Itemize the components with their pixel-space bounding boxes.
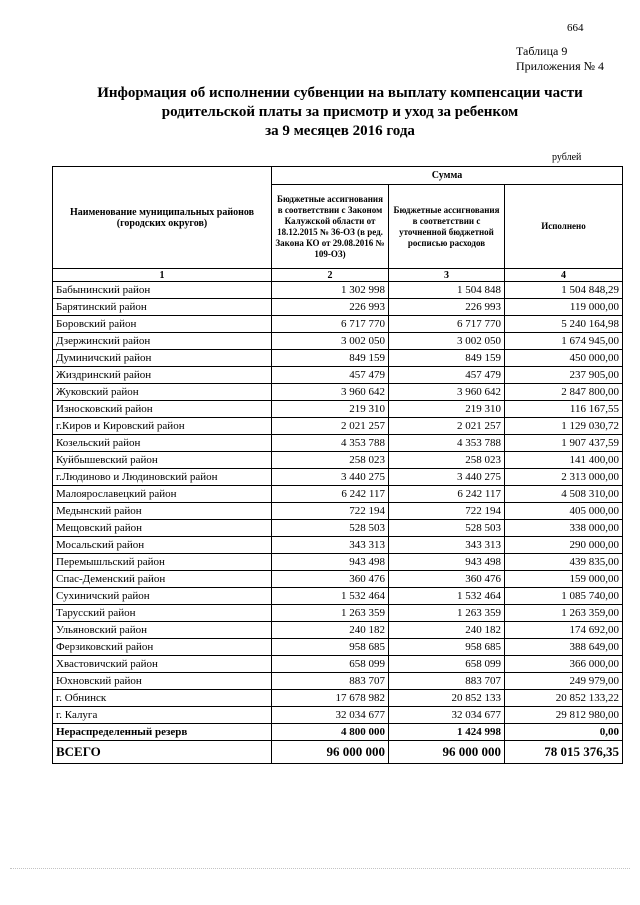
budget-refined-value: 258 023 xyxy=(389,452,505,469)
col-num-2: 2 xyxy=(272,269,389,282)
executed-value: 439 835,00 xyxy=(505,554,623,571)
executed-value: 141 400,00 xyxy=(505,452,623,469)
executed-value: 338 000,00 xyxy=(505,520,623,537)
budget-refined-value: 360 476 xyxy=(389,571,505,588)
executed-value: 290 000,00 xyxy=(505,537,623,554)
executed-value: 4 508 310,00 xyxy=(505,486,623,503)
column-numbers-row xyxy=(53,269,623,282)
budget-refined-value: 1 504 848 xyxy=(389,282,505,299)
budget-refined-value: 6 242 117 xyxy=(389,486,505,503)
district-name: Износковский район xyxy=(53,401,272,418)
budget-refined-value: 457 479 xyxy=(389,367,505,384)
budget-refined-value: 343 313 xyxy=(389,537,505,554)
col-num-4: 4 xyxy=(505,269,623,282)
budget-law-value: 849 159 xyxy=(272,350,389,367)
budget-refined-value: 722 194 xyxy=(389,503,505,520)
budget-refined-value: 883 707 xyxy=(389,673,505,690)
executed-value: 1 085 740,00 xyxy=(505,588,623,605)
district-name: Хвастовичский район xyxy=(53,656,272,673)
table-row xyxy=(53,316,623,333)
budget-refined-value: 240 182 xyxy=(389,622,505,639)
executed-value: 1 674 945,00 xyxy=(505,333,623,350)
table-row xyxy=(53,588,623,605)
reserve-c4: 0,00 xyxy=(505,724,623,741)
header-name-col: Наименование муниципальных районов (городских округов) xyxy=(53,167,272,269)
budget-law-value: 226 993 xyxy=(272,299,389,316)
budget-law-value: 722 194 xyxy=(272,503,389,520)
district-name: Куйбышевский район xyxy=(53,452,272,469)
table-row xyxy=(53,639,623,656)
title-line2: родительской платы за присмотр и уход за ребенком xyxy=(161,104,519,120)
budget-law-value: 2 021 257 xyxy=(272,418,389,435)
table-ref-line1: Таблица 9 xyxy=(516,44,568,58)
executed-value: 2 847 800,00 xyxy=(505,384,623,401)
reserve-row xyxy=(53,724,623,741)
district-name: Медынский район xyxy=(53,503,272,520)
title-line3: за 9 месяцев 2016 года xyxy=(265,123,415,139)
district-name: Дзержинский район xyxy=(53,333,272,350)
header-sum-group: Сумма xyxy=(272,167,623,185)
executed-value: 29 812 980,00 xyxy=(505,707,623,724)
title-line1: Информация об исполнении субвенции на выплату компенсации части xyxy=(97,85,583,101)
budget-law-value: 219 310 xyxy=(272,401,389,418)
executed-value: 116 167,55 xyxy=(505,401,623,418)
table-row xyxy=(53,418,623,435)
district-name: Козельский район xyxy=(53,435,272,452)
budget-law-value: 457 479 xyxy=(272,367,389,384)
budget-refined-value: 528 503 xyxy=(389,520,505,537)
table-row xyxy=(53,520,623,537)
budget-refined-value: 3 960 642 xyxy=(389,384,505,401)
executed-value: 249 979,00 xyxy=(505,673,623,690)
district-name: Тарусский район xyxy=(53,605,272,622)
district-name: Боровский район xyxy=(53,316,272,333)
table-row xyxy=(53,486,623,503)
district-name: Мосальский район xyxy=(53,537,272,554)
district-name: г.Киров и Кировский район xyxy=(53,418,272,435)
reserve-c2: 4 800 000 xyxy=(272,724,389,741)
total-row xyxy=(53,741,623,764)
budget-law-value: 17 678 982 xyxy=(272,690,389,707)
budget-refined-value: 3 440 275 xyxy=(389,469,505,486)
table-reference xyxy=(516,44,604,74)
table-body xyxy=(53,282,623,724)
executed-value: 237 905,00 xyxy=(505,367,623,384)
table-row xyxy=(53,503,623,520)
budget-law-value: 6 717 770 xyxy=(272,316,389,333)
budget-law-value: 528 503 xyxy=(272,520,389,537)
district-name: Ульяновский район xyxy=(53,622,272,639)
district-name: Перемышльский район xyxy=(53,554,272,571)
executed-value: 1 907 437,59 xyxy=(505,435,623,452)
budget-refined-value: 1 263 359 xyxy=(389,605,505,622)
header-col3: Бюджетные ассигнования в соответствии с уточненной бюджетной росписью расходов xyxy=(389,185,505,269)
total-c4: 78 015 376,35 xyxy=(505,741,623,764)
budget-refined-value: 4 353 788 xyxy=(389,435,505,452)
table-row xyxy=(53,469,623,486)
budget-law-value: 958 685 xyxy=(272,639,389,656)
budget-law-value: 6 242 117 xyxy=(272,486,389,503)
budget-law-value: 1 263 359 xyxy=(272,605,389,622)
budget-refined-value: 658 099 xyxy=(389,656,505,673)
executed-value: 450 000,00 xyxy=(505,350,623,367)
district-name: Жиздринский район xyxy=(53,367,272,384)
table-row xyxy=(53,622,623,639)
header-col4: Исполнено xyxy=(505,185,623,269)
district-name: Мещовский район xyxy=(53,520,272,537)
budget-law-value: 258 023 xyxy=(272,452,389,469)
budget-refined-value: 6 717 770 xyxy=(389,316,505,333)
budget-refined-value: 20 852 133 xyxy=(389,690,505,707)
executed-value: 366 000,00 xyxy=(505,656,623,673)
budget-law-value: 240 182 xyxy=(272,622,389,639)
budget-law-value: 3 960 642 xyxy=(272,384,389,401)
budget-refined-value: 849 159 xyxy=(389,350,505,367)
document-title xyxy=(60,84,620,141)
budget-law-value: 4 353 788 xyxy=(272,435,389,452)
budget-refined-value: 1 532 464 xyxy=(389,588,505,605)
district-name: г.Людиново и Людиновский район xyxy=(53,469,272,486)
table-row xyxy=(53,707,623,724)
reserve-name: Нераспределенный резерв xyxy=(53,724,272,741)
executed-value: 20 852 133,22 xyxy=(505,690,623,707)
table-row xyxy=(53,435,623,452)
total-name: ВСЕГО xyxy=(53,741,272,764)
district-name: Бабынинский район xyxy=(53,282,272,299)
executed-value: 1 504 848,29 xyxy=(505,282,623,299)
total-c2: 96 000 000 xyxy=(272,741,389,764)
table-row xyxy=(53,571,623,588)
table-row xyxy=(53,299,623,316)
budget-refined-value: 3 002 050 xyxy=(389,333,505,350)
table-row xyxy=(53,554,623,571)
table-row xyxy=(53,350,623,367)
table-row xyxy=(53,401,623,418)
district-name: г. Калуга xyxy=(53,707,272,724)
district-name: Спас-Деменский район xyxy=(53,571,272,588)
district-name: Ферзиковский район xyxy=(53,639,272,656)
table-row xyxy=(53,656,623,673)
budget-refined-value: 958 685 xyxy=(389,639,505,656)
scan-artifact-line xyxy=(10,868,630,873)
col-num-3: 3 xyxy=(389,269,505,282)
table-row xyxy=(53,367,623,384)
budget-refined-value: 226 993 xyxy=(389,299,505,316)
executed-value: 159 000,00 xyxy=(505,571,623,588)
budget-law-value: 32 034 677 xyxy=(272,707,389,724)
col-num-1: 1 xyxy=(53,269,272,282)
header-col2: Бюджетные ассигнования в соответствии с Законом Калужской области от 18.12.2015 № 36-ОЗ (в ред. Закона КО от 29.08.2016 № 109-ОЗ) xyxy=(272,185,389,269)
executed-value: 2 313 000,00 xyxy=(505,469,623,486)
table-footer xyxy=(53,724,623,764)
budget-law-value: 360 476 xyxy=(272,571,389,588)
district-name: Жуковский район xyxy=(53,384,272,401)
table-row xyxy=(53,452,623,469)
budget-law-value: 3 002 050 xyxy=(272,333,389,350)
table-row xyxy=(53,282,623,299)
executed-value: 405 000,00 xyxy=(505,503,623,520)
table-header xyxy=(53,167,623,282)
subvention-table xyxy=(52,166,623,764)
budget-refined-value: 219 310 xyxy=(389,401,505,418)
table-row xyxy=(53,384,623,401)
budget-law-value: 343 313 xyxy=(272,537,389,554)
budget-law-value: 943 498 xyxy=(272,554,389,571)
district-name: Сухиничский район xyxy=(53,588,272,605)
table-row xyxy=(53,333,623,350)
table-row xyxy=(53,690,623,707)
district-name: Барятинский район xyxy=(53,299,272,316)
budget-law-value: 1 302 998 xyxy=(272,282,389,299)
budget-refined-value: 943 498 xyxy=(389,554,505,571)
budget-law-value: 658 099 xyxy=(272,656,389,673)
executed-value: 5 240 164,98 xyxy=(505,316,623,333)
table-row xyxy=(53,673,623,690)
table-row xyxy=(53,537,623,554)
table-ref-line2: Приложения № 4 xyxy=(516,59,605,73)
budget-law-value: 3 440 275 xyxy=(272,469,389,486)
executed-value: 1 263 359,00 xyxy=(505,605,623,622)
reserve-c3: 1 424 998 xyxy=(389,724,505,741)
units-label: рублей xyxy=(552,152,582,163)
executed-value: 1 129 030,72 xyxy=(505,418,623,435)
executed-value: 174 692,00 xyxy=(505,622,623,639)
district-name: Юхновский район xyxy=(53,673,272,690)
table-row xyxy=(53,605,623,622)
page-number: 664 xyxy=(567,22,584,34)
district-name: Малоярославецкий район xyxy=(53,486,272,503)
executed-value: 119 000,00 xyxy=(505,299,623,316)
budget-refined-value: 2 021 257 xyxy=(389,418,505,435)
total-c3: 96 000 000 xyxy=(389,741,505,764)
district-name: Думиничский район xyxy=(53,350,272,367)
executed-value: 388 649,00 xyxy=(505,639,623,656)
budget-refined-value: 32 034 677 xyxy=(389,707,505,724)
budget-law-value: 883 707 xyxy=(272,673,389,690)
district-name: г. Обнинск xyxy=(53,690,272,707)
budget-law-value: 1 532 464 xyxy=(272,588,389,605)
